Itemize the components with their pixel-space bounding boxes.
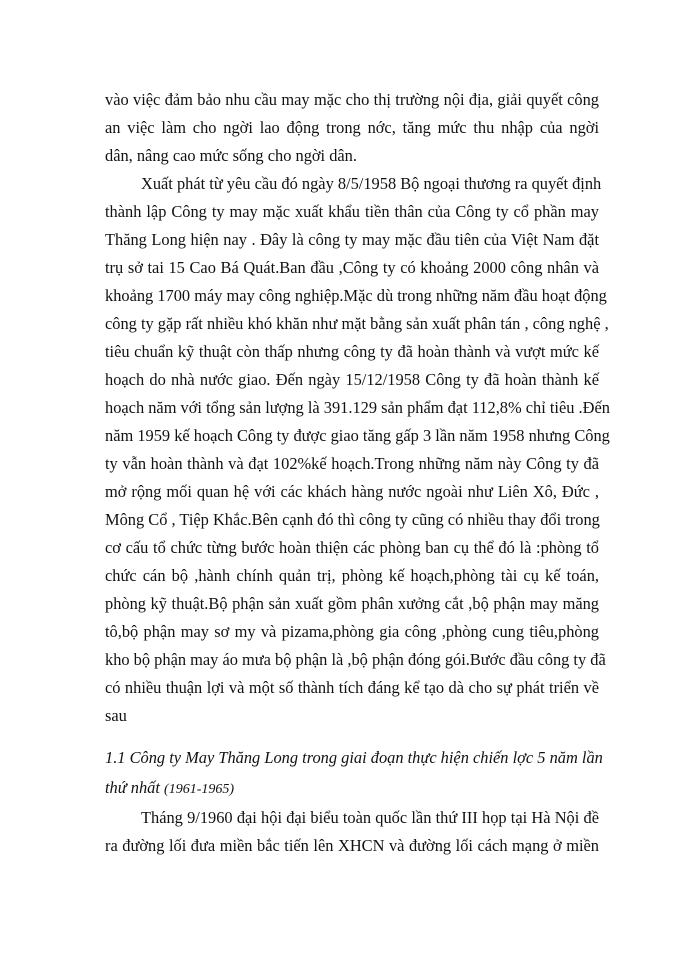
text-line: khoảng 1700 máy may công nghiệp.Mặc dù trong những năm đầu hoạt động <box>105 286 607 305</box>
text-line: hoạch năm với tổng sản lượng là 391.129 sản phẩm đạt 112,8% chỉ tiêu .Đến <box>105 398 610 417</box>
text-line: cơ cấu tổ chức từng bước hoàn thiện các phòng ban cụ thể đó là :phòng tổ <box>105 538 599 557</box>
text-line: phòng kỹ thuật.Bộ phận sản xuất gồm phân xưởng cắt ,bộ phận may măng <box>105 594 599 613</box>
text-line: ra đường lối đưa miền bắc tiến lên XHCN và đường lối cách mạng ở miền <box>105 836 599 855</box>
text-line: Mông Cổ , Tiệp Khắc.Bên cạnh đó thì công ty cũng có nhiều thay đổi trong <box>105 510 600 529</box>
text-line: dân, nâng cao mức sống cho ngời dân. <box>105 146 357 165</box>
text-line: tô,bộ phận may sơ my và pizama,phòng gia công ,phòng cung tiêu,phòng <box>105 622 599 641</box>
text-line: sau <box>105 706 127 725</box>
text-line: Thăng Long hiện nay . Đây là công ty may mặc đầu tiên của Việt Nam đặt <box>105 230 599 249</box>
section-heading-continued <box>105 778 599 800</box>
text-line: tiêu chuẩn kỹ thuật còn thấp nhưng công ty đã hoàn thành và vượt mức kế <box>105 342 599 361</box>
section-heading: 1.1 Công ty May Thăng Long trong giai đoạn thực hiện chiến lợc 5 năm lần <box>105 748 603 767</box>
text-line: thành lập Công ty may mặc xuất khẩu tiền thân của Công ty cổ phần may <box>105 202 599 221</box>
text-line: có nhiều thuận lợi và một số thành tích đáng kể tạo dà cho sự phát triển về <box>105 678 599 697</box>
section-heading-year: (1961-1965) <box>164 782 235 797</box>
text-line: kho bộ phận may áo mưa bộ phận là ,bộ phận đóng gói.Bước đầu công ty đã <box>105 650 606 669</box>
text-line: mở rộng mối quan hệ với các khách hàng nước ngoài như Liên Xô, Đức , <box>105 482 599 501</box>
text-line: an việc làm cho ngời lao động trong nớc, tăng mức thu nhập của ngời <box>105 118 599 137</box>
text-line: chức cán bộ ,hành chính quản trị, phòng kế hoạch,phòng tài cụ kế toán, <box>105 566 599 585</box>
text-line: hoạch do nhà nước giao. Đến ngày 15/12/1958 Công ty đã hoàn thành kế <box>105 370 599 389</box>
text-line: vào việc đảm bảo nhu cầu may mặc cho thị trường nội địa, giải quyết công <box>105 90 599 109</box>
text-line: năm 1959 kế hoạch Công ty được giao tăng gấp 3 lần năm 1958 nhưng Công <box>105 426 610 445</box>
text-line: Tháng 9/1960 đại hội đại biểu toàn quốc lần thứ III họp tại Hà Nội đề <box>141 808 599 827</box>
section-heading-text: thứ nhất <box>105 778 160 797</box>
text-line: ty vẫn hoàn thành và đạt 102%kế hoạch.Trong những năm này Công ty đã <box>105 454 599 473</box>
text-line: công ty gặp rất nhiều khó khăn như mặt bằng sản xuất phân tán , công nghệ , <box>105 314 609 333</box>
text-line: Xuất phát từ yêu cầu đó ngày 8/5/1958 Bộ ngoại thương ra quyết định <box>141 174 602 193</box>
text-line: trụ sở tai 15 Cao Bá Quát.Ban đầu ,Công ty có khoảng 2000 công nhân và <box>105 258 599 277</box>
